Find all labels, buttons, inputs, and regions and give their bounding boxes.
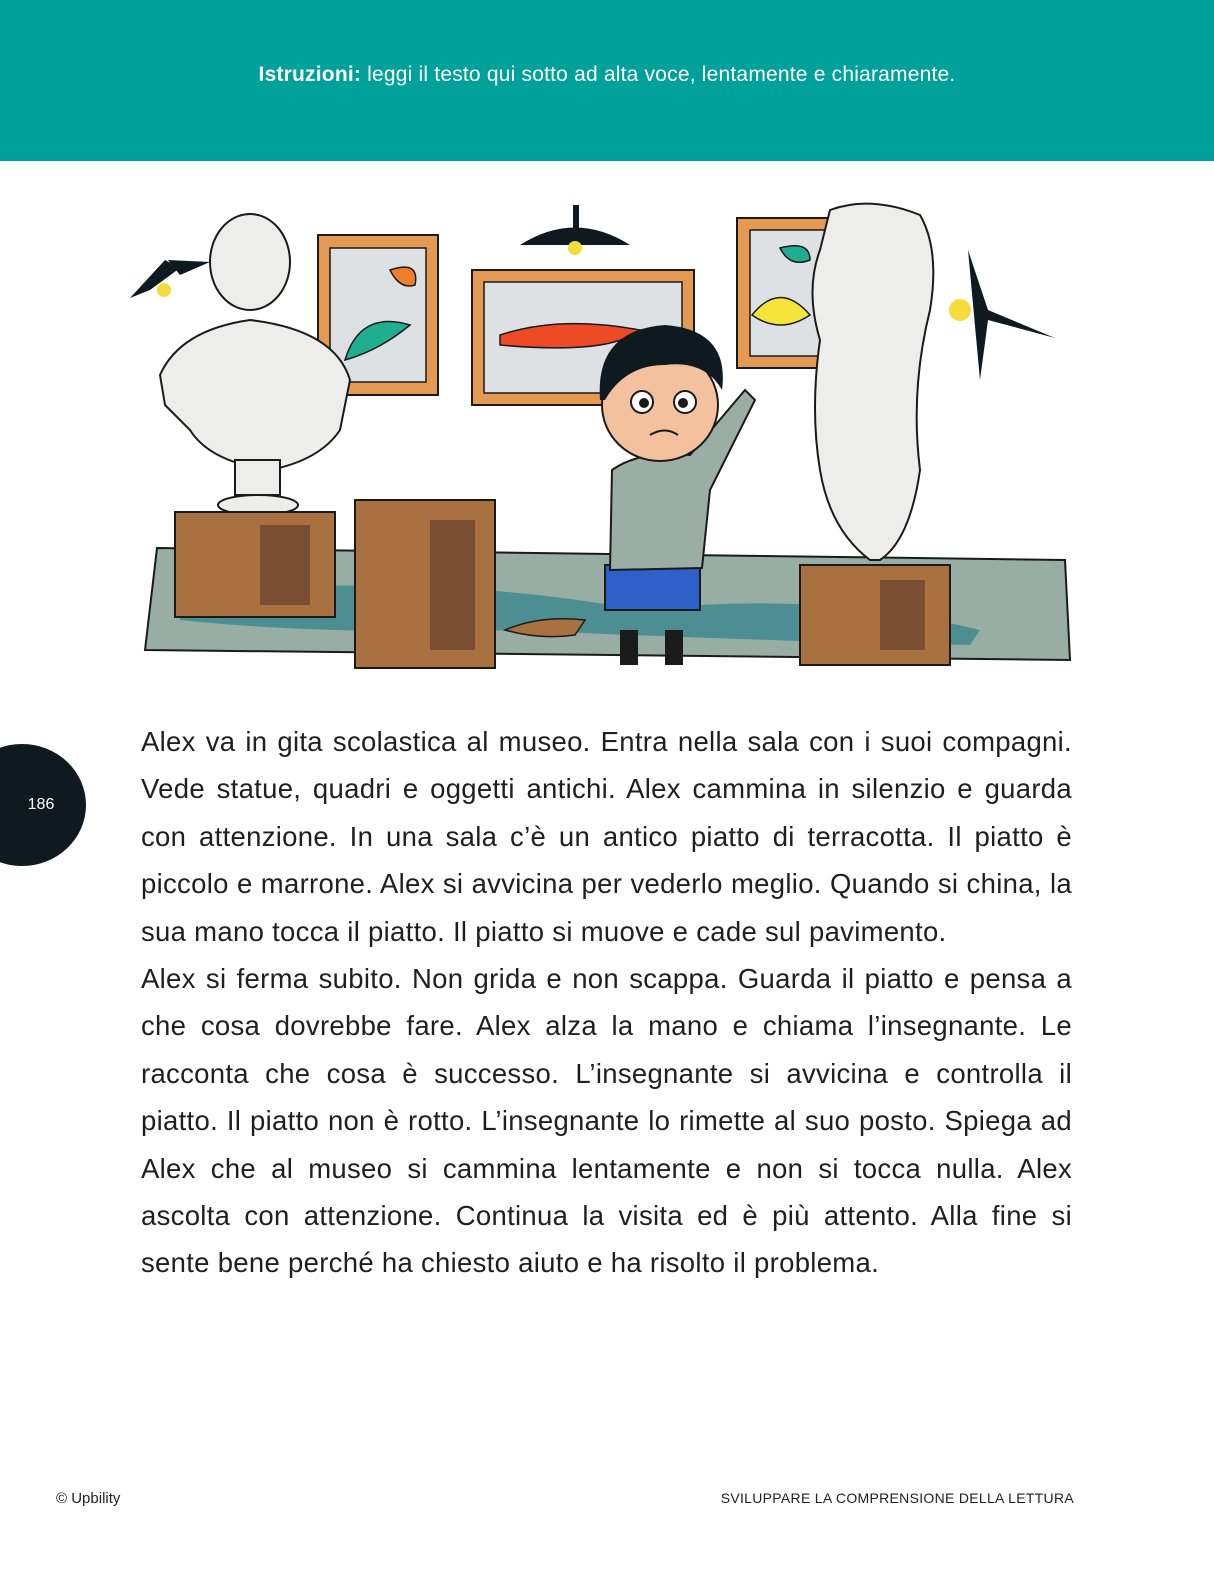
page-number: 186: [27, 796, 55, 813]
story-text: [141, 718, 1072, 1287]
page-number-tab: [0, 744, 86, 866]
instruction-label: Istruzioni:: [258, 62, 362, 86]
instruction-banner: [0, 0, 1214, 161]
story-paragraph: Alex va in gita scolastica al museo. Entra nella sala con i suoi compagni. Vede statue, quadri e oggetti antichi. Alex cammina in silenzio e guarda con attenzione. In una sala c’è un antico piatto di terracotta. Il piatto è piccolo e marrone. Alex si avvicina per vederlo meglio. Quando si china, la sua mano tocca il piatto. Il piatto si muove e cade sul pavimento.: [141, 726, 1072, 947]
book-title: SVILUPPARE LA COMPRENSIONE DELLA LETTURA: [720, 1490, 1074, 1506]
story-paragraph: Alex si ferma subito. Non grida e non scappa. Guarda il piatto e pensa a che cosa dovrebbe fare. Alex alza la mano e chiama l’insegnante. Le racconta che cosa è successo. L’insegnante si avvicina e controlla il piatto. Il piatto non è rotto. L’insegnante lo rimette al suo posto. Spiega ad Alex che al museo si cammina lentamente e non si tocca nulla. Alex ascolta con attenzione. Continua la visita ed è più attento. Alla fine si sente bene perché ha chiesto aiuto e ha risolto il problema.: [141, 963, 1072, 1279]
instruction-text: [259, 63, 956, 87]
museum-illustration: [120, 190, 1090, 690]
instruction-body: leggi il testo qui sotto ad alta voce, lentamente e chiaramente.: [361, 62, 956, 86]
copyright: © Upbility: [56, 1490, 121, 1507]
